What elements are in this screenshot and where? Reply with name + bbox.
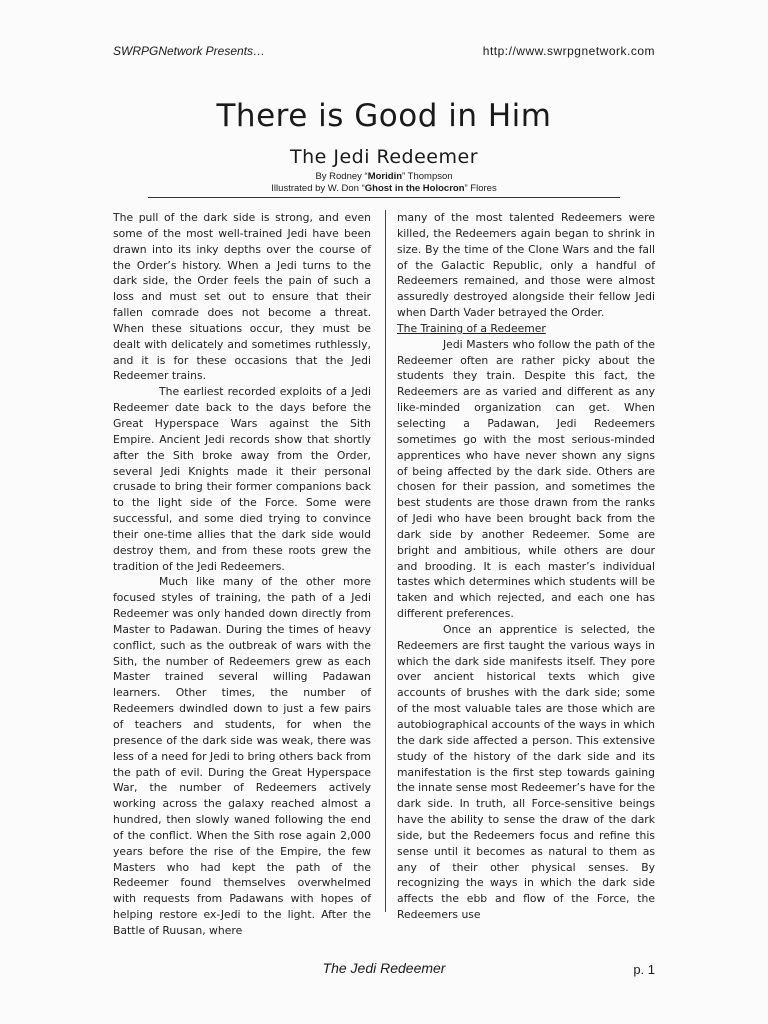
footer-title: The Jedi Redeemer <box>322 960 446 976</box>
illustrator-line <box>0 183 768 195</box>
column-divider <box>385 210 386 912</box>
author-prefix: By Rodney “ <box>315 171 368 182</box>
body-paragraph: Much like many of the other more focused styles of training, the path of a Jedi Redeemer was only handed down directly from Master to Padawan. During the times of heavy conflict, such as the outbreak of wars with the Sith, the number of Redeemers grew as each Master trained several willing Padawan learners. Other times, the number of Redeemers dwindled down to just a few pairs of teachers and students, for when the presence of the dark side was weak, there was less of a need for Jedi to bring others back from the path of evil. During the Great Hyperspace War, the number of Redeemers actively working across the galaxy reached almost a hundred, then slowly waned following the end of the conflict. When the Sith rose again 2,000 years before the rise of the Empire, the few Masters who had kept the path of the Redeemer found themselves overwhelmed with requests from Padawans with hopes of helping restore ex-Jedi to the light. After the Battle of Ruusan, where <box>113 575 371 937</box>
header-publisher: SWRPGNetwork Presents… <box>113 44 266 58</box>
header-url[interactable]: http://www.swrpgnetwork.com <box>482 44 655 58</box>
author-suffix: ” Thompson <box>402 171 453 182</box>
section-heading: The Training of a Redeemer <box>397 321 546 335</box>
author-line <box>0 171 768 183</box>
page-number: p. 1 <box>633 962 655 977</box>
right-column <box>397 210 655 923</box>
illustrator-prefix: Illustrated by W. Don “ <box>271 182 365 194</box>
illustrator-nickname: Ghost in the Holocron <box>364 182 465 194</box>
body-paragraph: The earliest recorded exploits of a Jedi Redeemer date back to the days before the Great Hyperspace Wars against the Sith Empire. Ancient Jedi records show that shortly after the Sith broke away from the Order, several Jedi Knights made it their personal crusade to bring their former companions back to the light side of the Force. Some were successful, and some died trying to convince their one-time allies that the dark side would destroy them, and from these roots grew the tradition of the Jedi Redeemers. <box>113 385 371 573</box>
left-column <box>113 210 371 939</box>
author-nickname: Moridin <box>367 171 403 182</box>
title-divider <box>148 197 620 198</box>
body-paragraph: Jedi Masters who follow the path of the Redeemer often are rather picky about the students they train. Despite this fact, the Redeemers are as varied and different as any like-minded organization can get. When selecting a Padawan, Jedi Redeemers sometimes go with the most serious-minded apprentices who have never shown any signs of being affected by the dark side. Others are chosen for their passion, and sometimes the best students are those drawn from the ranks of Jedi who have been brought back from the dark side by another Redeemer. Some are bright and ambitious, while others are dour and brooding. It is each master’s individual tastes which determines which students will be taken and which rejected, and each one has different preferences. <box>397 337 655 621</box>
byline <box>0 171 768 194</box>
body-paragraph: many of the most talented Redeemers were killed, the Redeemers again began to shrink in size. By the time of the Clone Wars and the fall of the Galactic Republic, only a handful of Redeemers remained, and those were almost assuredly destroyed alongside their fellow Jedi when Darth Vader betrayed the Order. <box>397 211 655 320</box>
body-paragraph: Once an apprentice is selected, the Redeemers are first taught the various ways in which the dark side manifests itself. They pore over ancient historical texts which give accounts of brushes with the dark side; some of the most valuable tales are those which are autobiographical accounts of the ways in which the dark side affected a person. This extensive study of the history of the dark side and its manifestation is the first step towards gaining the innate sense most Redeemer’s have for the dark side. In truth, all Force-sensitive beings have the ability to sense the draw of the dark side, but the Redeemers focus and refine this sense until it becomes as natural to them as any of their other physical senses. By recognizing the ways in which the dark side affects the ebb and flow of the Force, the Redeemers use <box>397 622 655 922</box>
illustrator-suffix: ” Flores <box>464 182 497 194</box>
article-subtitle: The Jedi Redeemer <box>289 146 479 168</box>
article-title: There is Good in Him <box>216 98 552 134</box>
body-paragraph: The pull of the dark side is strong, and even some of the most well-trained Jedi have been drawn into its inky depths over the course of the Order’s history. When a Jedi turns to the dark side, the Order feels the pain of such a loss and must set out to ensure that their fallen comrade does not become a threat. When these situations occur, they must be dealt with delicately and sometimes ruthlessly, and it is for these occasions that the Jedi Redeemer trains. <box>113 211 371 383</box>
